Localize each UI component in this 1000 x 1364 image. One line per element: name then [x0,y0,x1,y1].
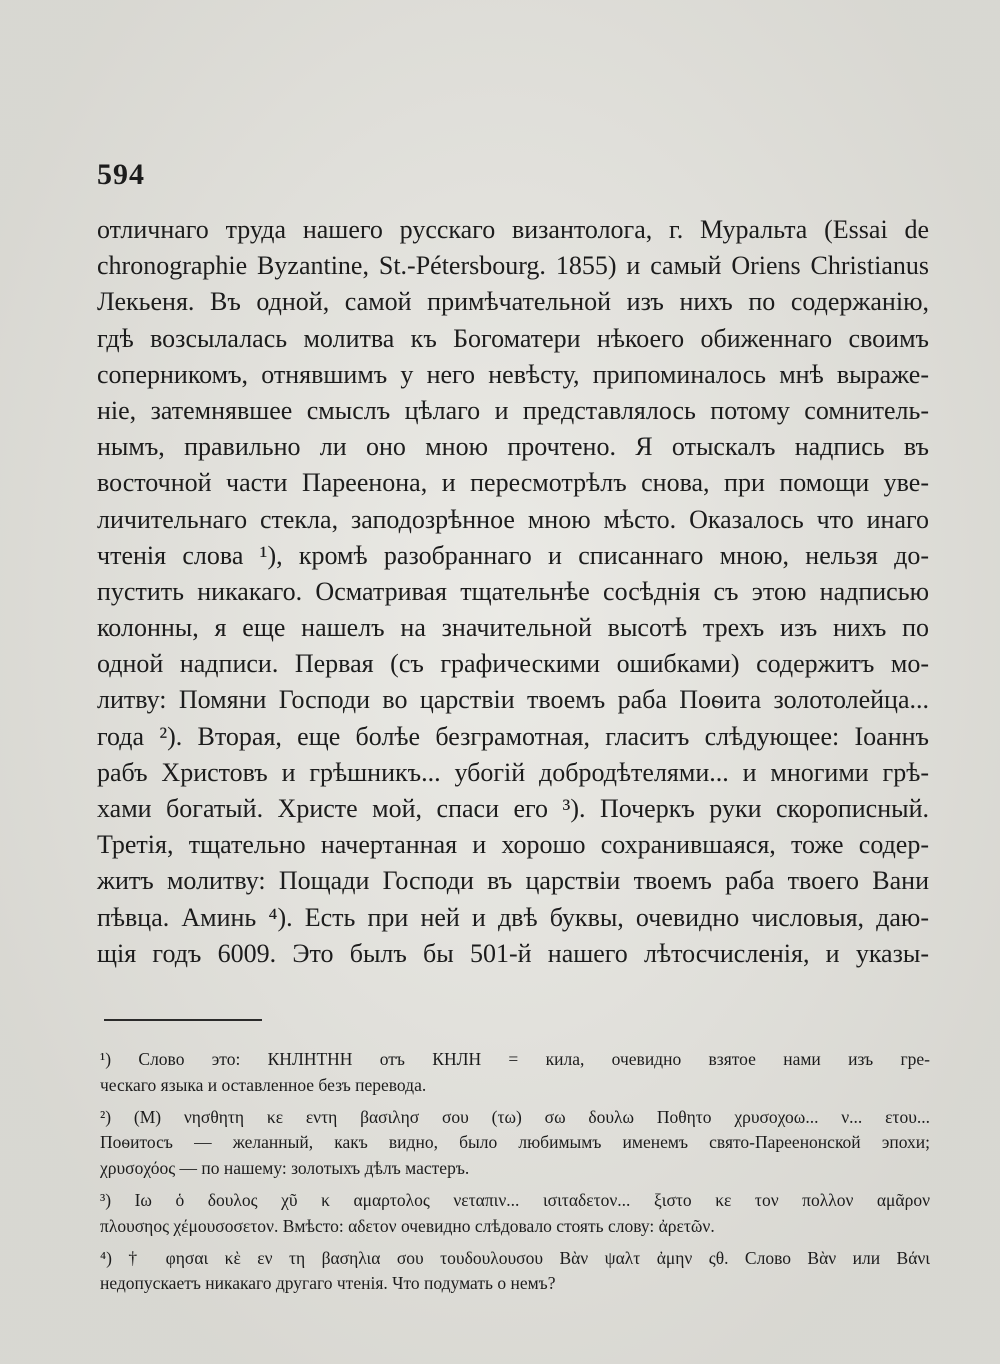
footnote-2-line: Поѳитосъ — желанный, какъ видно, было любимымъ именемъ свято-Пареенонской эпохи; [100,1132,930,1153]
text-line: щія годъ 6009. Это былъ бы 501-й нашего лѣтосчисленія, и указы- [97,938,929,968]
text-line: гдѣ возсылалась молитва къ Богоматери нѣкоего обиженнаго своимъ [97,323,929,353]
footnote-2-line: ²) (Μ) νησθητη κε εντη βασιλησ σου (τω) σω δουλω Ποθητο χρυσοχοω... ν... ετου... [100,1106,930,1127]
text-line: одной надписи. Первая (съ графическими ошибками) содержитъ мо- [97,649,929,679]
footnote-1-line: ¹) Слово это: КНЛНТНН отъ КНЛН = кила, очевидно взятое нами изъ гре- [100,1049,930,1069]
text-line: Лекьеня. Въ одной, самой примѣчательной изъ нихъ по содержанію, [97,287,929,317]
text-line: Третія, тщательно начертанная и хорошо сохранившаяся, тоже содер- [97,830,929,860]
text-line: отличнаго труда нашего русскаго византолога, г. Муральта (Essai de [97,215,929,244]
footnote-2-line: χρυσοχόος — по нашему: золотыхъ дѣлъ мастеръ. [100,1158,470,1179]
text-line: рабъ Христовъ и грѣшникъ... убогій добродѣтелями... и многими грѣ- [97,757,929,787]
footnote-4-line: недопускаетъ никакаго другаго чтенія. Что подумать о немъ? [100,1273,556,1294]
footnote-3-line: ³) Ιω ὁ δουλος χῦ κ αμαρτολος νεταπιν... ισιταδετον... ξιστο κε τον πολλον αμᾶρον [100,1189,930,1210]
footnote-3-line: πλουσηος χέμουσοσετον. Вмѣсто: αδετον очевидно слѣдовало стоять слову: ἀρετῶν. [100,1215,715,1236]
text-line: пустить никакаго. Осматривая тщательнѣе сосѣднія съ этою надписью [97,576,929,606]
text-line: ніе, затемнявшее смыслъ цѣлаго и представлялось потому сомнитель- [97,395,929,425]
text-line: соперникомъ, отнявшимъ у него невѣсту, припоминалось мнѣ выраже- [97,359,929,389]
text-line: года ²). Вторая, еще болѣе безграмотная, гласитъ слѣдующее: Іоаннъ [97,721,929,751]
text-line: нымъ, правильно ли оно мною прочтено. Я отыскалъ надпись въ [97,432,929,462]
text-line: восточной части Пареенона, и пересмотрѣлъ снова, при помощи уве- [97,468,929,498]
footnote-4-line: ⁴) † φησαι κὲ εν τη βασηλια σου τουδουλουσου Βὰν ψαλτ ἀμην ςθ. Слово Βὰν или Βάνι [100,1247,930,1268]
text-line: личительнаго стекла, заподозрѣнное мною мѣсто. Оказалось что инаго [97,504,929,534]
footnotes [100,1047,930,1297]
text-line: чтенія слова ¹), кромѣ разобраннаго и списаннаго мною, нельзя до- [97,540,929,570]
text-line: литву: Помяни Господи во царствіи твоемъ раба Поѳита золотолейца... [97,685,929,715]
text-line: житъ молитву: Пощади Господи въ царствіи твоемъ раба твоего Вани [97,866,929,896]
page-number: 594 [97,158,145,191]
footnote-divider [104,1019,262,1021]
text-line: chronographie Byzantine, St.-Pétersbourg. 1855) и самый Oriens Christianus [97,251,929,281]
text-line: пѣвца. Аминь ⁴). Есть при ней и двѣ буквы, очевидно числовыя, даю- [97,902,929,932]
text-line: колонны, я еще нашелъ на значительной высотѣ трехъ изъ нихъ по [97,613,929,643]
body-text [97,212,929,972]
footnote-1-line: ческаго языка и оставленное безъ перевода. [100,1074,427,1095]
text-line: хами богатый. Христе мой, спаси его ³). Почеркъ руки скорописный. [97,794,929,823]
